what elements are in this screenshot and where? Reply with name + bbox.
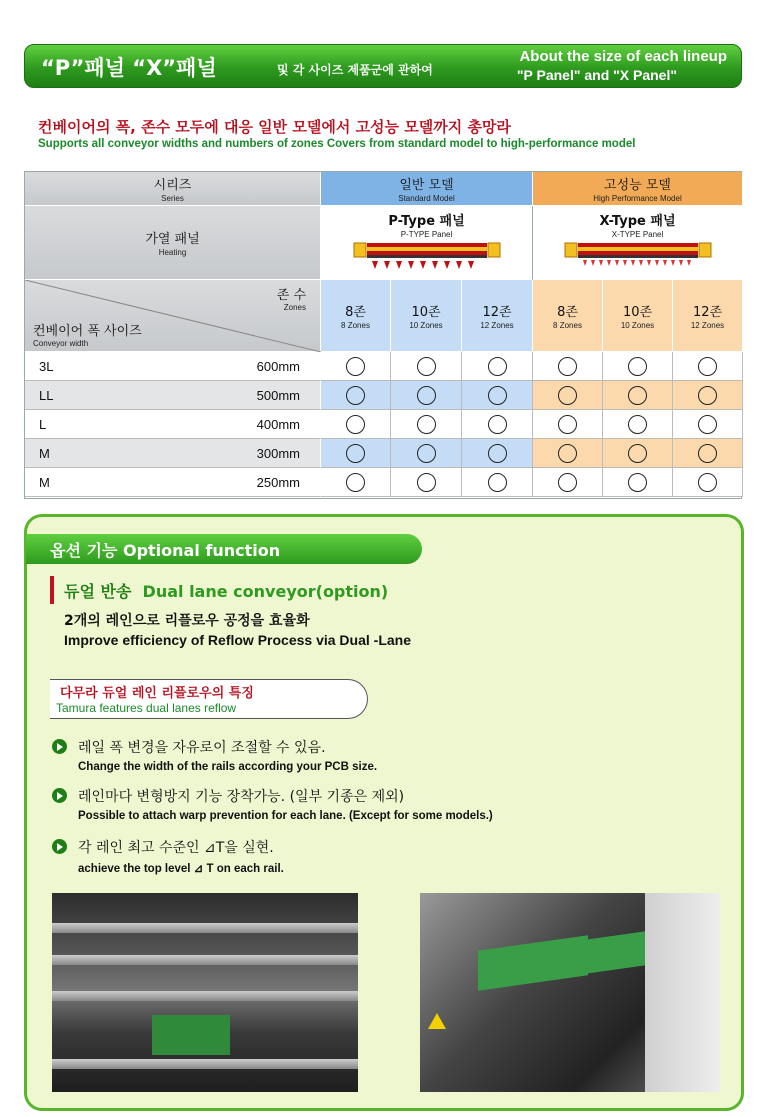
conveyor-width: 300mm xyxy=(256,445,300,461)
feature-bullet-1 xyxy=(52,737,712,781)
feature-bullet-3 xyxy=(52,837,712,881)
dual-lane-title xyxy=(64,579,388,602)
table-row xyxy=(25,381,321,410)
warning-sign-icon xyxy=(428,1013,446,1029)
pcb-board xyxy=(478,935,588,990)
feature-3-kr: 각 레인 최고 수준인 ⊿T을 실현. xyxy=(78,840,274,856)
available-circle-icon xyxy=(628,473,647,492)
dual-lane-photo-angle xyxy=(420,893,720,1092)
availability-cell xyxy=(391,410,462,439)
heating-label: 가열 패널 xyxy=(145,232,200,247)
available-circle-icon xyxy=(346,386,365,405)
available-circle-icon xyxy=(698,386,717,405)
banner-english-line2: "P Panel" and "X Panel" xyxy=(516,67,677,83)
available-circle-icon xyxy=(417,415,436,434)
conveyor-rail xyxy=(52,1059,358,1069)
available-circle-icon xyxy=(346,473,365,492)
standard-model-header xyxy=(321,172,533,206)
availability-cell xyxy=(533,381,603,410)
zone-count-kr: 8존 xyxy=(345,305,366,320)
availability-cell xyxy=(673,381,743,410)
highperf-model-label-en: High Performance Model xyxy=(593,194,682,203)
pcb-board xyxy=(152,1015,230,1055)
improve-english: Improve efficiency of Reflow Process via Dual -Lane xyxy=(64,632,411,648)
feature-3-en: achieve the top level ⊿ T on each rail. xyxy=(78,863,284,875)
conveyor-width: 250mm xyxy=(256,474,300,490)
dual-lane-title-en: Dual lane conveyor(option) xyxy=(142,582,389,601)
available-circle-icon xyxy=(698,357,717,376)
availability-cell xyxy=(321,439,391,468)
xtype-panel-name: X-Type 패널 xyxy=(599,214,676,229)
feature-2-en: Possible to attach warp prevention for each lane. (Except for some models.) xyxy=(78,810,493,822)
available-circle-icon xyxy=(698,473,717,492)
available-circle-icon xyxy=(558,444,577,463)
zone-count-kr: 10존 xyxy=(622,305,653,320)
conveyor-label: 컨베이어 폭 사이즈 xyxy=(33,324,142,339)
available-circle-icon xyxy=(628,357,647,376)
availability-cell xyxy=(321,468,391,497)
availability-cell xyxy=(462,381,533,410)
available-circle-icon xyxy=(628,386,647,405)
features-tab xyxy=(50,679,368,719)
available-circle-icon xyxy=(346,415,365,434)
heating-label-en: Heating xyxy=(158,248,187,257)
zone-count-kr: 12존 xyxy=(692,305,723,320)
zone-col-header xyxy=(462,280,533,352)
available-circle-icon xyxy=(417,444,436,463)
feature-1-en: Change the width of the rails according your PCB size. xyxy=(78,761,378,773)
availability-cell xyxy=(673,439,743,468)
features-title-kr: 다무라 듀얼 레인 리플로우의 특징 xyxy=(60,686,254,701)
available-circle-icon xyxy=(628,415,647,434)
available-circle-icon xyxy=(628,444,647,463)
heating-header xyxy=(25,206,321,280)
available-circle-icon xyxy=(698,415,717,434)
zone-count-kr: 8존 xyxy=(557,305,578,320)
dual-lane-title-kr: 듀얼 반송 xyxy=(64,582,132,601)
availability-cell xyxy=(603,352,673,381)
availability-cell xyxy=(673,468,743,497)
machine-frame xyxy=(645,893,720,1092)
availability-cell xyxy=(391,468,462,497)
play-bullet-icon xyxy=(52,739,67,754)
lineup-table xyxy=(24,171,742,499)
ptype-panel-name-en: P-TYPE Panel xyxy=(400,230,453,239)
conveyor-code: M xyxy=(39,445,50,461)
conveyor-rail xyxy=(52,923,358,933)
available-circle-icon xyxy=(698,444,717,463)
available-circle-icon xyxy=(417,473,436,492)
highperf-model-label: 고성능 모델 xyxy=(604,178,671,193)
conveyor-rail xyxy=(52,955,358,965)
conveyor-code: 3L xyxy=(39,358,54,374)
ptype-panel-cell xyxy=(321,206,533,280)
availability-cell xyxy=(391,352,462,381)
availability-cell xyxy=(603,381,673,410)
availability-cell xyxy=(462,439,533,468)
table-row xyxy=(25,410,321,439)
banner-title: “P”패널 “X”패널 xyxy=(41,56,217,80)
series-header xyxy=(25,172,321,206)
banner-subtitle: 및 각 사이즈 제품군에 관하여 xyxy=(277,63,433,77)
available-circle-icon xyxy=(417,357,436,376)
availability-cell xyxy=(321,381,391,410)
xtype-panel-cell xyxy=(533,206,743,280)
available-circle-icon xyxy=(488,473,507,492)
features-title-en: Tamura features dual lanes reflow xyxy=(56,701,237,715)
play-bullet-icon xyxy=(52,839,67,854)
option-title: 옵션 기능 Optional function xyxy=(50,541,281,560)
available-circle-icon xyxy=(417,386,436,405)
table-row xyxy=(25,439,321,468)
conveyor-code: M xyxy=(39,474,50,490)
improve-korean: 2개의 레인으로 리플로우 공정을 효율화 xyxy=(64,613,310,629)
series-label-en: Series xyxy=(161,194,184,203)
zone-count-en: 10 Zones xyxy=(620,321,655,330)
xtype-heater-diagram xyxy=(563,239,713,275)
ptype-panel-name: P-Type 패널 xyxy=(388,214,465,229)
dual-lane-accent-bar xyxy=(50,576,54,604)
conveyor-width: 500mm xyxy=(256,387,300,403)
zone-col-header xyxy=(533,280,603,352)
availability-cell xyxy=(673,410,743,439)
available-circle-icon xyxy=(558,415,577,434)
conveyor-label-en: Conveyor width xyxy=(33,339,89,348)
option-tab xyxy=(26,534,422,564)
availability-cell xyxy=(321,410,391,439)
availability-cell xyxy=(673,352,743,381)
xtype-panel-name-en: X-TYPE Panel xyxy=(611,230,664,239)
table-row xyxy=(25,468,321,497)
available-circle-icon xyxy=(488,444,507,463)
zone-count-en: 12 Zones xyxy=(480,321,514,330)
zones-label: 존 수 xyxy=(276,288,306,303)
availability-cell xyxy=(391,439,462,468)
availability-cell xyxy=(462,468,533,497)
feature-bullet-2 xyxy=(52,786,712,830)
availability-cell xyxy=(462,352,533,381)
availability-cell xyxy=(533,439,603,468)
available-circle-icon xyxy=(558,357,577,376)
standard-model-label-en: Standard Model xyxy=(398,194,455,203)
conveyor-code: LL xyxy=(39,387,54,403)
feature-2-kr: 레인마다 변형방지 기능 장착가능. (일부 기종은 제외) xyxy=(78,789,405,805)
available-circle-icon xyxy=(488,415,507,434)
zone-count-en: 10 Zones xyxy=(409,321,443,330)
available-circle-icon xyxy=(346,444,365,463)
zone-count-kr: 10존 xyxy=(411,305,441,320)
availability-cell xyxy=(603,410,673,439)
availability-cell xyxy=(603,439,673,468)
zone-col-header xyxy=(391,280,462,352)
header-banner xyxy=(24,44,742,88)
availability-cell xyxy=(533,410,603,439)
banner-english-line1: About the size of each lineup xyxy=(519,48,727,65)
zone-col-header xyxy=(321,280,391,352)
availability-cell xyxy=(533,468,603,497)
conveyor-code: L xyxy=(39,416,47,432)
headline-english: Supports all conveyor widths and numbers of zones Covers from standard model to high-performance model xyxy=(38,138,636,150)
conveyor-width: 400mm xyxy=(256,416,300,432)
zone-count-kr: 12존 xyxy=(482,305,512,320)
available-circle-icon xyxy=(558,473,577,492)
table-row xyxy=(25,352,321,381)
availability-cell xyxy=(321,352,391,381)
zone-count-en: 12 Zones xyxy=(690,321,725,330)
zones-label-en: Zones xyxy=(283,303,306,312)
highperf-model-header xyxy=(533,172,743,206)
available-circle-icon xyxy=(488,386,507,405)
availability-cell xyxy=(462,410,533,439)
conveyor-rail xyxy=(52,991,358,1001)
headline-korean: 컨베이어의 폭, 존수 모두에 대응 일반 모델에서 고성능 모델까지 총망라 xyxy=(38,118,511,136)
dual-lane-photo-front xyxy=(52,893,358,1092)
zone-count-en: 8 Zones xyxy=(341,321,370,330)
zone-col-header xyxy=(603,280,673,352)
series-label: 시리즈 xyxy=(153,178,192,193)
available-circle-icon xyxy=(488,357,507,376)
available-circle-icon xyxy=(346,357,365,376)
conveyor-width: 600mm xyxy=(256,358,300,374)
availability-cell xyxy=(603,468,673,497)
conveyor-zones-header xyxy=(25,280,321,352)
zone-col-header xyxy=(673,280,743,352)
availability-cell xyxy=(533,352,603,381)
ptype-heater-diagram xyxy=(352,239,502,275)
play-bullet-icon xyxy=(52,788,67,803)
availability-cell xyxy=(391,381,462,410)
standard-model-label: 일반 모델 xyxy=(399,178,454,193)
zone-count-en: 8 Zones xyxy=(553,321,582,330)
available-circle-icon xyxy=(558,386,577,405)
feature-1-kr: 레일 폭 변경을 자유로이 조절할 수 있음. xyxy=(78,740,326,756)
